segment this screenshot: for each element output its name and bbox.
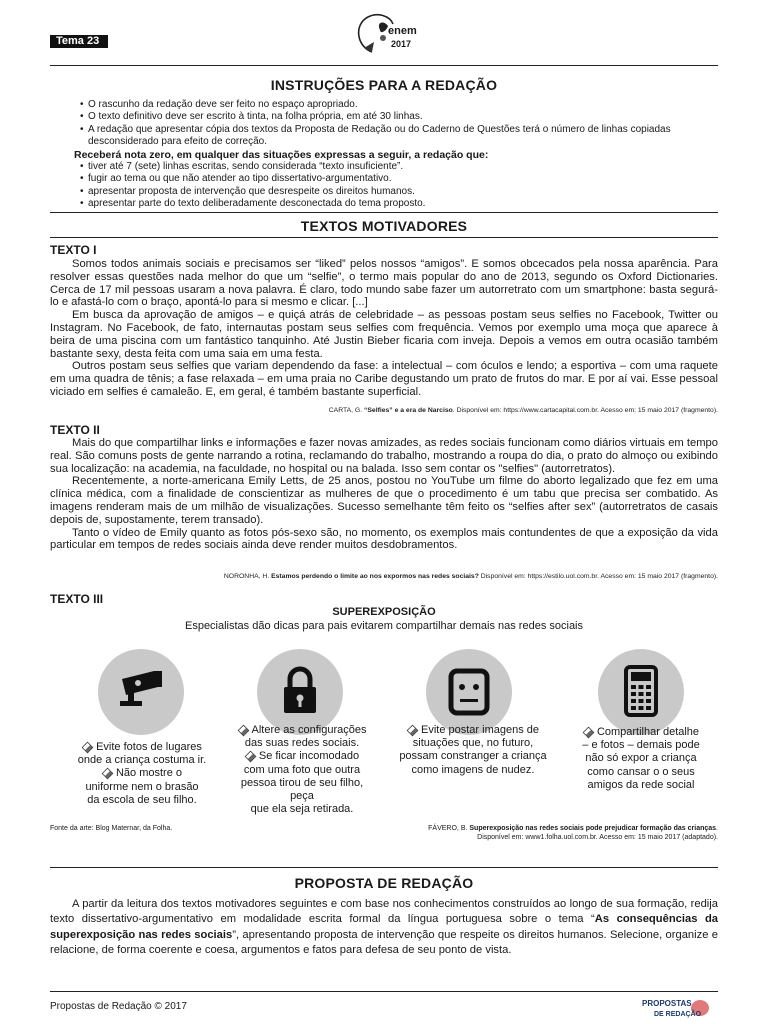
- texto1-paragraph: Em busca da aprovação de amigos – e quiçá atrás de celebridade – as pessoas postam seus selfies no Facebook, Twitter ou Instagram. No Facebook, de fato, internautas postam seus selfies com frequência. Vemos por exemplo uma moça que aparece à beira de uma piscina com um fantástico tanquinho. Até Justin Bieber ficaria com inveja. Depois a vemos em outra ocasião também bastante sexy, desta feita com uma saia em uma festa.: [50, 309, 718, 360]
- texto1-paragraph: Somos todos animais sociais e precisamos ser “liked” pelos nossos “amigos”. E somos obcecados pela nossa aparência. Para resolver essas questões nada melhor do que um “selfie”, o termo mais popular do ano de 2013, segundo os Oxford Dictionaries. Cerca de 17 mil pessoas usaram a nova palavra. É claro, todo mundo sabe fazer um autorretrato com um smartphone: basta segurá-lo e afastá-lo com o braço, apontá-lo para si mesmo e clicar. [...]: [50, 258, 718, 309]
- tip-circle: [257, 649, 343, 735]
- section-rule: [50, 237, 718, 238]
- logo-text: enem: [388, 25, 417, 37]
- diamond-icon: [407, 724, 419, 736]
- texto3-title: SUPEREXPOSIÇÃO: [332, 606, 436, 618]
- instruction-item: • O rascunho da redação deve ser feito no espaço apropriado.: [80, 99, 710, 111]
- texto2-paragraph: Recentemente, a norte-americana Emily Letts, de 25 anos, postou no YouTube um filme do aborto legalizado que fez em uma clínica médica, com a finalidade de conscientizar as mulheres de que o procedimento é um tabu que precisa ser combatido. As imagens renderam mais de um milhão de visualizações. Sucesso semelhante têm feito os “selfies after sex” (autorretratos de casais depois de, supostamente, terem transado).: [50, 475, 718, 526]
- instruction-item: • A redação que apresentar cópia dos textos da Proposta de Redação ou do Caderno de Questões terá o número de linhas copiadas desconsiderado para efeito de correção.: [80, 124, 710, 149]
- tip-text: Compartilhar detalhe – e fotos – demais pode não só expor a criança como cansar o o seus amigos da rede social: [582, 726, 700, 791]
- instructions-list: [80, 99, 710, 148]
- propostas-logo: [640, 996, 712, 1020]
- texto1-body: [50, 258, 718, 399]
- padlock-icon: [257, 649, 343, 735]
- zero-item: • apresentar proposta de intervenção que desrespeite os direitos humanos.: [80, 186, 710, 198]
- zero-item: • apresentar parte do texto deliberadamente desconectada do tema proposto.: [80, 198, 710, 210]
- zero-heading: Receberá nota zero, em qualquer das situações expressas a seguir, a redação que:: [74, 149, 489, 161]
- calculator-icon: [598, 649, 684, 735]
- instructions-title: INSTRUÇÕES PARA A REDAÇÃO: [270, 77, 498, 93]
- texto1-source: CARTA, G. “Selfies” e a era de Narciso. Disponível em: https://www.cartacapital.com.br. Acesso em: 15 maio 2017 (fragmento).: [328, 407, 718, 414]
- texto1-paragraph: Outros postam seus selfies que variam dependendo da fase: a intelectual – com óculos e lendo; a esportiva – com uma raquete em uma quadra de tênis; a fase relaxada – em uma praia no Caribe degustando um prato de frutos do mar. E por aí vai. Esse pessoal viciado em selfies é camaleão. E, em geral, é também bastante superficial.: [50, 360, 718, 398]
- propostas-logo-line1: PROPOSTAS: [642, 999, 692, 1008]
- texto3-source: FÁVERO, B. Superexposição nas redes sociais pode prejudicar formação das crianças. Disponível em: www1.folha.uol.com.br. Acesso em: 15 maio 2017 (adaptado).: [428, 825, 718, 841]
- zero-item: • tiver até 7 (sete) linhas escritas, sendo considerada “texto insuficiente”.: [80, 161, 710, 173]
- motivadores-title: TEXTOS MOTIVADORES: [300, 218, 468, 234]
- texto3-label: TEXTO III: [50, 592, 104, 606]
- proposta-title: PROPOSTA DE REDAÇÃO: [294, 875, 474, 891]
- diamond-icon: [237, 724, 249, 736]
- tip-text: Evite postar imagens de situações que, no futuro, possam constranger a criança como imagens de nudez.: [399, 724, 547, 776]
- header-rule: [50, 65, 718, 66]
- texto2-paragraph: Mais do que compartilhar links e informações e fazer novas amizades, as redes sociais funcionam como diários virtuais em tempo real. São comuns posts de gente narrando a rotina, reclamando do trabalho, mostrando a roupa do dia, o prato do almoço ou exibindo sua localização: na academia, na faculdade, no hospital ou na balada. Isso sem contar os "selfies" (autorretratos).: [50, 437, 718, 475]
- texto2-source: NORONHA, H. Estamos perdendo o limite ao nos expormos nas redes sociais? Disponível em: https://estilo.uol.com.br. Acesso em: 15 maio 2017 (fragmento).: [223, 573, 718, 580]
- tip-circle: [426, 649, 512, 735]
- tip-circle: [98, 649, 184, 735]
- texto3-subtitle: Especialistas dão dicas para pais evitarem compartilhar demais nas redes sociais: [184, 620, 584, 632]
- propostas-logo-line2: DE REDAÇÃO: [654, 1011, 702, 1018]
- tip-circle: [598, 649, 684, 735]
- texto2-paragraph: Tanto o vídeo de Emily quanto as fotos pós-sexo são, no momento, os exemplos mais contundentes de que a exposição da vida particular em tempos de redes sociais ainda deve render muitos desdobramentos.: [50, 526, 718, 552]
- zero-list: [80, 161, 710, 210]
- section-rule: [50, 867, 718, 868]
- art-source: Fonte da arte: Blog Maternar, da Folha.: [50, 825, 173, 832]
- section-rule: [50, 212, 718, 213]
- diamond-icon: [82, 741, 94, 753]
- diamond-icon: [245, 751, 257, 763]
- proposta-body: A partir da leitura dos textos motivadores seguintes e com base nos conhecimentos construídos ao longo de sua formação, redija texto dissertativo-argumentativo em modalidade escrita formal da língua portuguesa sobre o tema “As consequências da superexposição nas redes sociais”, apresentando proposta de intervenção que respeite os direitos humanos. Selecione, organize e relacione, de forma coerente e coesa, argumentos e fatos para defesa de seu ponto de vista.: [50, 898, 719, 957]
- logo-year: 2017: [391, 39, 412, 49]
- tip-text: Altere as configurações das suas redes sociais. Se ficar incomodado com uma foto que outra pessoa tirou de seu filho, peça que ela seja retirada.: [212, 724, 392, 816]
- security-camera-icon: [98, 649, 184, 735]
- embarrassed-face-icon: [426, 649, 512, 735]
- texto1-label: TEXTO I: [50, 243, 97, 257]
- proposta-theme: As consequências da superexposição nas redes sociais: [50, 913, 719, 941]
- footer-copyright: Propostas de Redação © 2017: [50, 1001, 187, 1012]
- zero-item: • fugir ao tema ou que não atender ao tipo dissertativo-argumentativo.: [80, 173, 710, 185]
- tip-text: Evite fotos de lugares onde a criança costuma ir. Não mostre o uniforme nem o brasão da escola de seu filho.: [77, 741, 207, 806]
- instruction-item: • O texto definitivo deve ser escrito à tinta, na folha própria, em até 30 linhas.: [80, 111, 710, 123]
- diamond-icon: [583, 726, 595, 738]
- texto2-label: TEXTO II: [50, 423, 100, 437]
- diamond-icon: [102, 768, 114, 780]
- tema-label: Tema 23: [50, 35, 108, 48]
- footer-rule: [50, 991, 718, 992]
- texto2-body: [50, 437, 718, 552]
